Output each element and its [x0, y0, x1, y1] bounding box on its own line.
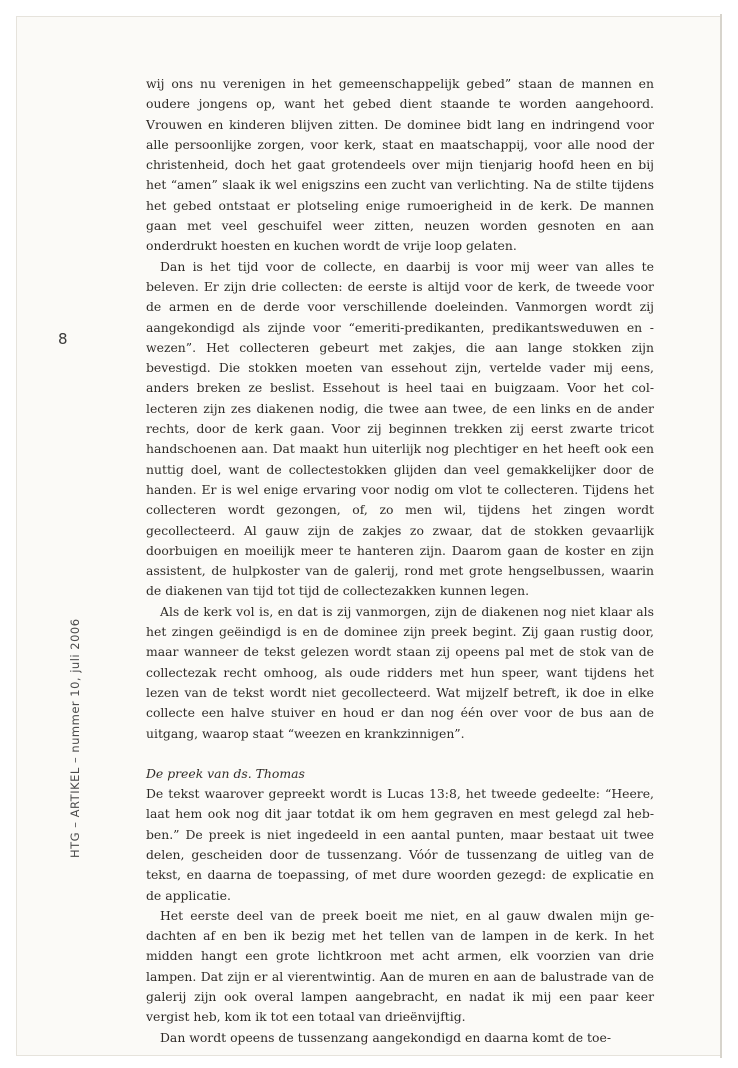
article-text: [146, 74, 654, 1048]
paragraph-2: Dan is het tijd voor de collecte, en daarbij is voor mij weer van alles te beleven. Er zijn drie collecten: de eerste is altijd voor de kerk, de tweede voor de armen en de derde voor verschillende doeleinden. Vanmorgen wordt zij aangekondigd als zijnde voor “emeriti-predikanten, predikantsweduwen en -wezen”. Het collecteren gebeurt met zakjes, die aan lange stokken zijn bevestigd. Die stokken moeten van essehout zijn, vertelde vader mij eens, anders breken ze beslist. Essehout is heel taai en buigzaam. Voor het collecteren zijn zes diakenen nodig, die twee aan twee, de een links en de ander rechts, door de kerk gaan. Voor zij beginnen trekken zij eerst zwarte tricot handschoenen aan. Dat maakt hun uiterlijk nog plechtiger en het heeft ook een nuttig doel, want de collectestokken glijden dan veel gemakkelijker door de handen. Er is wel enige ervaring voor nodig om vlot te collecteren. Tijdens het collecteren wordt gezongen, of, zo men wil, tijdens het zingen wordt gecollecteerd. Al gauw zijn de zakjes zo zwaar, dat de stokken gevaarlijk doorbuigen en moeilijk meer te hanteren zijn. Daarom gaan de koster en zijn assistent, de hulpkoster van de galerij, rond met grote hengselbussen, waarin de diakenen van tijd tot tijd de collectezakken kunnen legen.: [146, 258, 654, 599]
paragraph-5: Het eerste deel van de preek boeit me niet, en al gauw dwalen mijn gedachten af en ben ik bezig met het tellen van de lampen in de kerk. In het midden hangt een grote lichtkroon met acht armen, elk voorzien van drie lampen. Dat zijn er al vierentwintig. Aan de muren en aan de balustrade van de galerij zijn ook overal lampen aangebracht, en nadat ik mij een paar keer vergist heb, kom ik tot een totaal van drieënvijftig.: [146, 907, 654, 1025]
page-edge-shadow: [720, 14, 722, 1058]
paragraph-3: Als de kerk vol is, en dat is zij vanmorgen, zijn de diakenen nog niet klaar als het zingen geëindigd is en de dominee zijn preek begint. Zij gaan rustig door, maar wanneer de tekst gelezen wordt staan zij opeens pal met de stok van de collectezak recht omhoog, als oude ridders met hun speer, want tijdens het lezen van de tekst wordt niet gecollecteerd. Wat mijzelf betreft, ik doe in elke collecte een halve stuiver en houd er dan nog één over voor de bus aan de uitgang, waarop staat “weezen en krankzinnigen”.: [146, 603, 654, 741]
running-head: HTG – ARTIKEL – nummer 10, juli 2006: [68, 618, 82, 858]
paragraph-1: wij ons nu verenigen in het gemeenschappelijk gebed” staan de mannen en oudere jongens op, want het gebed dient staande te worden aangehoord. Vrouwen en kinderen blijven zitten. De dominee bidt lang en indringend voor alle persoonlijke zorgen, voor kerk, staat en maatschappij, voor alle nood der christenheid, doch het gaat grotendeels over mijn tienjarig hoofd heen en bij het “amen” slaak ik wel enigszins een zucht van verlichting. Na de stilte tijdens het gebed ontstaat er plotseling enige rumoerigheid in de kerk. De mannen gaan met veel geschuifel weer zitten, neuzen worden gesnoten en aan onderdrukt hoesten en kuchen wordt de vrije loop gelaten.: [146, 76, 654, 254]
section-heading: De preek van ds. Thomas: [146, 765, 305, 781]
paragraph-4: De tekst waarover gepreekt wordt is Lucas 13:8, het tweede gedeelte: “Heere, laat hem ook nog dit jaar totdat ik om hem gegraven en mest gelegd zal hebben.” De preek is niet ingedeeld in een aantal punten, maar bestaat uit twee delen, gescheiden door de tussenzang. Vóór de tussenzang de uitleg van de tekst, en daarna de toepassing, of met dure woorden gezegd: de explicatie en de applicatie.: [146, 786, 654, 903]
page-number: 8: [58, 330, 68, 348]
paragraph-6: Dan wordt opeens de tussenzang aangekondigd en daarna komt de toe-: [160, 1029, 612, 1045]
